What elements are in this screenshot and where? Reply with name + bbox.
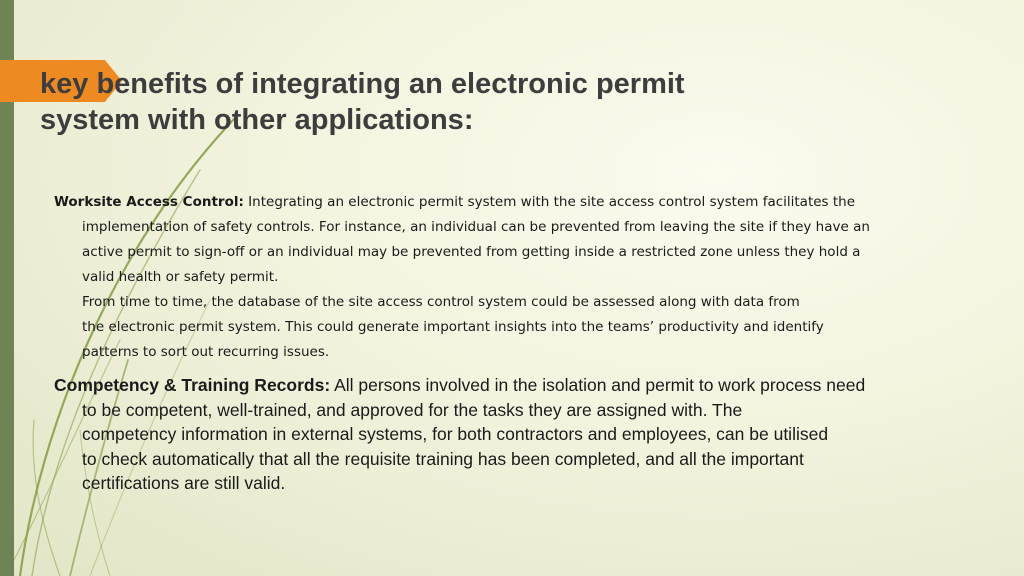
slide-body: [54, 190, 999, 496]
section-heading: Competency & Training Records:: [54, 375, 331, 395]
section-line: From time to time, the database of the site access control system could be assessed along with data from: [82, 294, 800, 310]
title-line-1: key benefits of integrating an electronic permit: [40, 68, 685, 100]
section-competency-training-records: [54, 373, 999, 496]
title-line-2: system with other applications:: [40, 104, 474, 136]
section-line: Competency & Training Records: All persons involved in the isolation and permit to work process need: [54, 375, 866, 395]
section-line: valid health or safety permit.: [82, 269, 279, 285]
section-line: competency information in external systems, for both contractors and employees, can be utilised: [82, 424, 829, 444]
section-line: active permit to sign-off or an individual may be prevented from getting inside a restricted zone unless they hold a: [82, 244, 861, 260]
section-line: to be competent, well-trained, and approved for the tasks they are assigned with. The: [82, 399, 743, 420]
section-heading: Worksite Access Control:: [54, 194, 244, 210]
section-line: implementation of safety controls. For instance, an individual can be prevented from leaving the site if they have an: [82, 219, 870, 235]
section-line: Worksite Access Control: Integrating an electronic permit system with the site access control system facilitates the: [54, 194, 856, 210]
section-line: patterns to sort out recurring issues.: [82, 344, 330, 360]
section-line: to check automatically that all the requisite training has been completed, and all the important: [82, 448, 804, 469]
section-worksite-access-control: [54, 190, 999, 365]
section-line: certifications are still valid.: [82, 473, 286, 493]
section-line: the electronic permit system. This could generate important insights into the teams’ productivity and identify: [82, 319, 824, 335]
slide-title: [40, 66, 860, 138]
